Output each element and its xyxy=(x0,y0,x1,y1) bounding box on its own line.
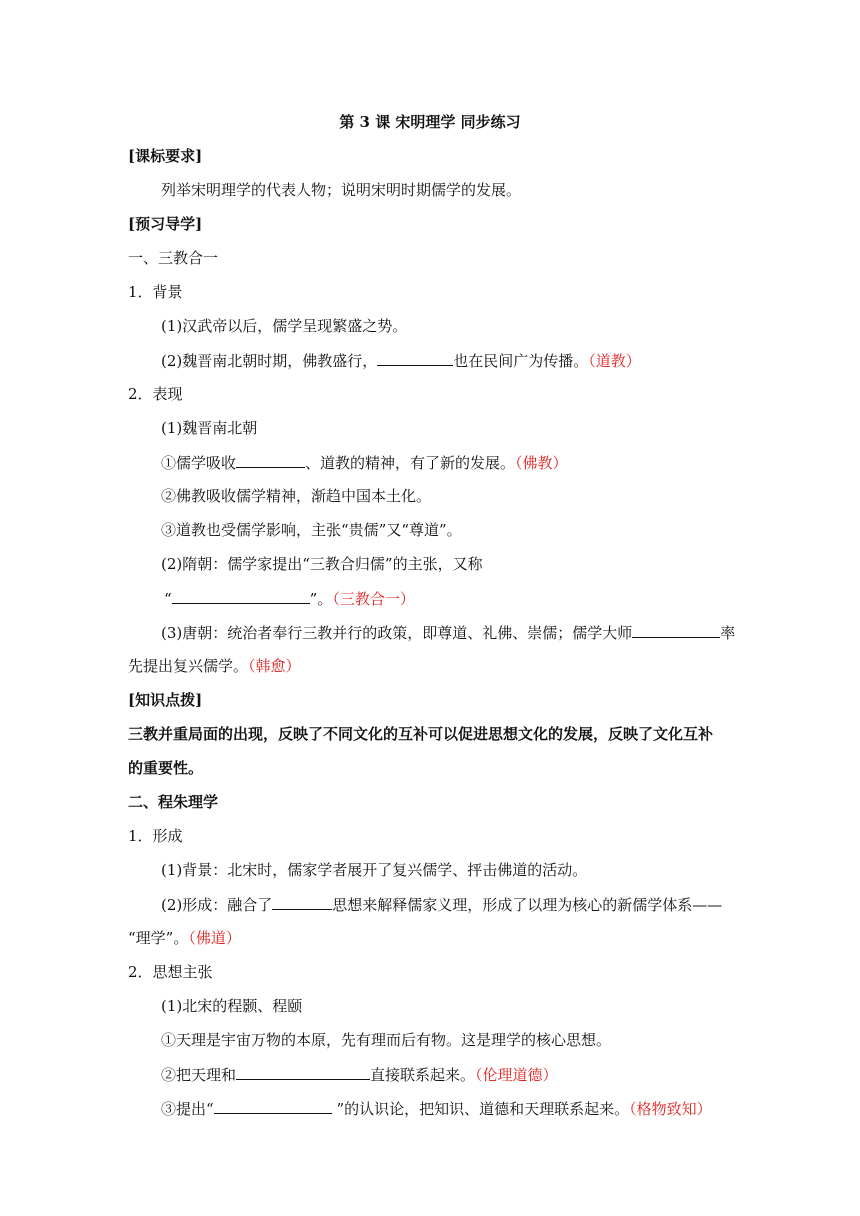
subheading-xingcheng: 1．形成 xyxy=(128,827,183,845)
line-text: 直接联系起来。 xyxy=(370,1066,476,1084)
line-text: ”。 xyxy=(309,590,333,608)
paragraph-line: (1)魏晋南北朝 xyxy=(161,419,258,437)
answer-text: （佛道） xyxy=(188,929,241,947)
fill-blank-line xyxy=(161,350,641,371)
paragraph-line: (1)北宋的程颢、程颐 xyxy=(161,997,303,1015)
page-title: 第 3 课 宋明理学 同步练习 xyxy=(339,113,521,131)
zhishi-text: 的重要性。 xyxy=(128,759,204,777)
paragraph-line: ②佛教吸收儒学精神，渐趋中国本土化。 xyxy=(161,487,432,505)
fill-blank-line xyxy=(161,452,568,473)
answer-text: （格物致知） xyxy=(629,1100,712,1118)
line-text: (2)魏晋南北朝时期，佛教盛行， xyxy=(161,352,378,370)
section-heading-yuxi: [预习导学] xyxy=(128,215,203,233)
line-text: “ xyxy=(164,590,172,608)
answer-blank xyxy=(236,452,305,468)
line-text: (3)唐朝：统治者奉行三教并行的政策，即尊道、礼佛、崇儒；儒学大师 xyxy=(161,624,633,642)
line-text: 也在民间广为传播。 xyxy=(453,352,589,370)
answer-text: （伦理道德） xyxy=(475,1066,558,1084)
line-text: 、道教的精神，有了新的发展。 xyxy=(305,454,516,472)
answer-blank xyxy=(172,588,310,604)
fill-blank-line xyxy=(161,1098,712,1119)
paragraph-line xyxy=(128,656,301,676)
paragraph-line: ③道教也受儒学影响，主张“贵儒”又“尊道”。 xyxy=(161,521,462,539)
paragraph-line: (2)隋朝：儒学家提出“三教合归儒”的主张，又称 xyxy=(161,555,483,573)
line-text: ②把天理和 xyxy=(161,1066,237,1084)
answer-text: （韩愈） xyxy=(248,657,301,675)
subheading-beijing: 1．背景 xyxy=(128,283,183,301)
paragraph-line: ①天理是宇宙万物的本原，先有理而后有物。这是理学的核心思想。 xyxy=(161,1031,612,1049)
fill-blank-line xyxy=(161,894,722,915)
answer-blank xyxy=(632,622,720,638)
line-text: ”的认识论，把知识、道德和天理联系起来。 xyxy=(331,1100,630,1118)
answer-text: （三教合一） xyxy=(332,590,415,608)
line-text: (2)形成：融合了 xyxy=(161,896,273,914)
paragraph-line xyxy=(128,928,241,948)
line-text: 先提出复兴儒学。 xyxy=(128,657,249,675)
fill-blank-line xyxy=(161,1064,558,1085)
line-text: ③提出“ xyxy=(161,1100,214,1118)
zhishi-text: 三教并重局面的出现，反映了不同文化的互补可以促进思想文化的发展，反映了文化互补 xyxy=(128,725,714,743)
answer-blank xyxy=(377,350,453,366)
heading-sanjiao: 一、三教合一 xyxy=(128,249,219,267)
heading-chengzhu: 二、程朱理学 xyxy=(128,793,219,811)
section-heading-zhishi: [知识点拨] xyxy=(128,691,203,709)
answer-blank xyxy=(214,1098,332,1114)
subheading-sixiang: 2．思想主张 xyxy=(128,963,213,981)
fill-blank-line xyxy=(161,622,735,643)
kebiao-text: 列举宋明理学的代表人物；说明宋明时期儒学的发展。 xyxy=(161,181,522,199)
section-heading-kebiao: [课标要求] xyxy=(128,147,203,165)
paragraph-line: (1)背景：北宋时，儒家学者展开了复兴儒学、抨击佛道的活动。 xyxy=(161,861,588,879)
line-text: ①儒学吸收 xyxy=(161,454,237,472)
answer-text: （道教） xyxy=(588,352,641,370)
line-text: 率 xyxy=(720,624,736,642)
paragraph-line: (1)汉武帝以后，儒学呈现繁盛之势。 xyxy=(161,317,408,335)
line-text: 思想来解释儒家义理，形成了以理为核心的新儒学体系—— xyxy=(332,896,723,914)
line-text: “理学”。 xyxy=(128,929,189,947)
answer-blank xyxy=(272,894,332,910)
fill-blank-line xyxy=(164,588,415,609)
subheading-biaoxian: 2．表现 xyxy=(128,385,183,403)
answer-blank xyxy=(236,1064,370,1080)
answer-text: （佛教） xyxy=(515,454,568,472)
